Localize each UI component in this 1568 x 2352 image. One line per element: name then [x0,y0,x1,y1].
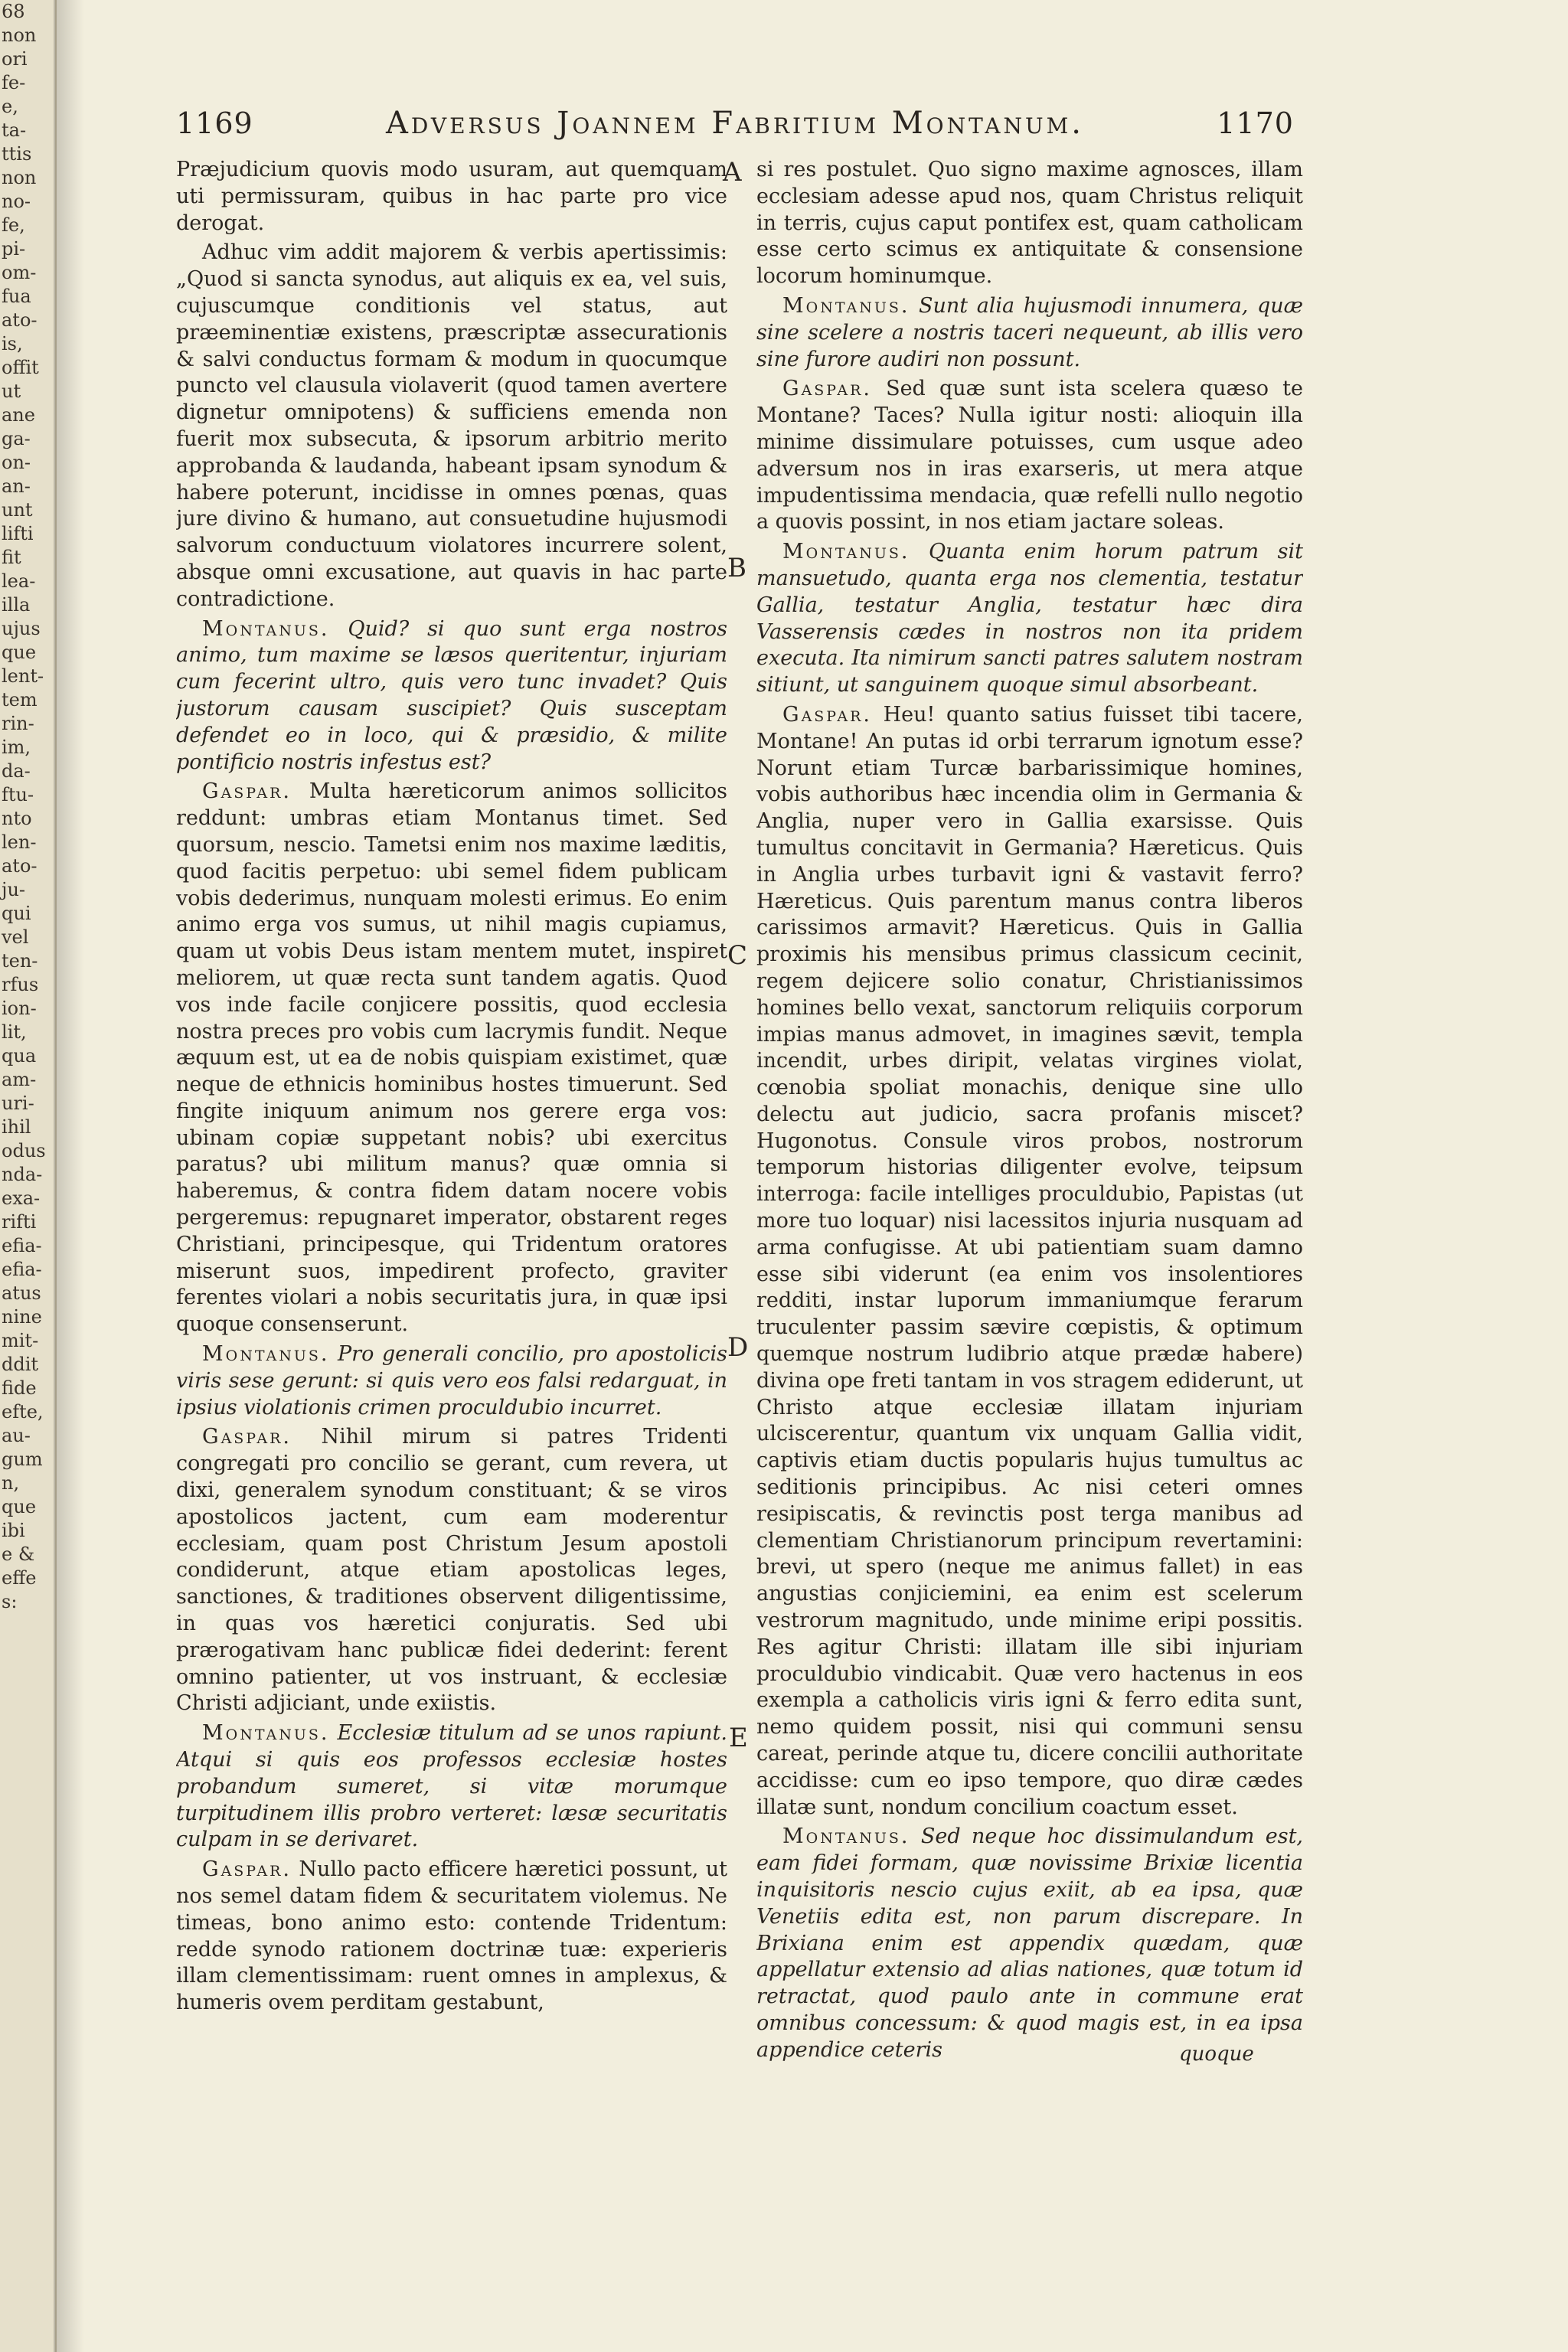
facing-page-fragment: au- [2,1425,31,1446]
facing-page-fragment: im, [2,737,31,758]
speaker-name: Gaspar. [202,1425,292,1449]
facing-page-fragment: ane [2,404,35,426]
paragraph-text: Sed neque hoc dissimulandum est, eam fidei formam, quæ novissime Brixiæ licentia inquisitoris nescio cujus exiit, ab ea ipsa, quæ Venetiis edita est, non parum discrepare. In Brixiana enim est appendix quædam, quæ appellatur extensio ad alias nationes, quæ totum id retractat, quod paulo ante in commune erat omnibus concessum: & quod magis est, in ea ipsa appendice ceteris [756,1824,1303,2062]
paragraph-text: Adhuc vim addit majorem & verbis apertissimis: „Quod si sancta synodus, aut aliquis ex ea, vel suis, cujuscumque conditionis vel status, aut præeminentiæ existens, præscriptæ assecurationis & salvi conductus formam & modum in quocumque puncto vel clausula violaverit (quod tamen avertere dignetur omnipotens) & sufficiens emenda non fuerit mox subsecuta, & ipsorum arbitrio merito approbanda & laudanda, habeant ipsam synodum & habere poterunt, incidisse in omnes pœnas, quas jure divino & humano, aut consuetudine hujusmodi salvorum conductuum violatores incurrere solent, absque omni excusatione, aut quavis in hac parte contradictione. [176,240,727,611]
paragraph [176,779,727,1338]
facing-page-fragment: exa- [2,1187,41,1209]
section-marker-a: A [723,157,742,188]
facing-page-fragment: is, [2,333,23,354]
facing-page-fragment: fide [2,1377,37,1399]
speaker-name: Montanus. [202,1721,330,1746]
paragraph [176,157,727,237]
paragraph-text: Sunt alia hujusmodi innumera, quæ sine scelere a nostris taceri nequeunt, ab illis vero sine furore audiri non possunt. [756,293,1303,371]
section-marker-b: B [727,553,746,583]
facing-page-fragment: illa [2,594,31,616]
paragraph [756,702,1303,1821]
paragraph-text: Quanta enim horum patrum sit mansuetudo, quanta erga nos clementia, testatur Gallia, testatur Anglia, testatur hæc dira Vasserensis cædes in nostros non ita pridem executa. Ita nimirum sancti patres salutem nostram sitiunt, ut sanguinem quoque simul absorbeant. [756,540,1303,697]
facing-page-fragment: ion- [2,998,37,1019]
paragraph-text: Multa hæreticorum animos sollicitos reddunt: umbras etiam Montanus timet. Sed quorsum, nescio. Tametsi enim nos maxime læditis, quod facitis perpetuo: ubi semel fidem publicam vobis dederimus, nunquam molesti erimus. Eo enim animo erga vos sumus, ut nihil magis cupiamus, quam ut vobis Deus istam mentem mutet, inspiret meliorem, ut quæ recta sunt tandem agatis. Quod vos inde facile conjicere possitis, quod ecclesia nostra preces pro vobis cum lacrymis fundit. Neque æquum est, ut ea de nobis quispiam existimet, quæ neque de ethnicis hominibus hostes timuerunt. Sed fingite iniquum animum nos gerere erga vos: ubinam copiæ suppetant nobis? ubi exercitus paratus? ubi militum manus? quæ omnia si haberemus, & contra fidem datam nocere vobis pergeremus: repugnaret imperator, obstarent reges Christiani, principesque, qui Tridentum oratores miserunt suos, impedirent profecto, graviter ferentes violari a nobis securitatis jura, in quæ ipsi quoque consenserunt. [176,779,727,1337]
catchword: quoque [1179,2043,1254,2066]
speaker-name: Montanus. [202,1342,330,1367]
page-number-right: 1170 [1217,106,1294,140]
facing-page-fragment: ju- [2,879,26,900]
facing-page-fragment: rin- [2,713,34,734]
paragraph [176,1341,727,1421]
facing-page-fragment: gum [2,1449,43,1470]
facing-page-fragment: efte, [2,1401,44,1423]
right-column [756,157,1303,2148]
paragraph-text: Nihil mirum si patres Tridenti congregati pro concilio se gerant, cum revera, ut dixi, generalem synodum constituant; & se viros apostolicos jactent, cum eam moderentur ecclesiam, quam post Christum Jesum apostoli condiderunt, atque etiam apostolicas leges, sanctiones, & traditiones observent diligentissime, in quas vos hæretici conjuratis. Sed ubi prærogativam hanc publicæ fidei dederint: ferent omnino patienter, ut vos instruant, & ecclesiæ Christi adjiciant, unde exiistis. [176,1425,727,1716]
facing-page-fragment: lea- [2,570,36,592]
facing-page-edge [0,0,57,2352]
facing-page-fragment: rfus [2,974,39,995]
facing-page-fragment: ftu- [2,784,34,805]
facing-page-fragment: no- [2,191,31,212]
facing-page-fragment: qua [2,1045,37,1067]
facing-page-fragment: ddit [2,1354,39,1375]
section-marker-e: E [729,1723,748,1753]
paragraph [756,1824,1303,2063]
facing-page-fragment: e, [2,96,18,117]
paragraph-text: Heu! quanto satius fuisset tibi tacere, Montane! An putas id orbi terrarum ignotum esse? Norunt etiam Turcæ barbarissimique homines, vobis authoribus hæc incendia olim in Germania & Anglia, nuper vero in Gallia exarsisse. Quis tumultus concitavit in Germania? Hæreticus. Quis in Anglia urbes turbavit igni & vastavit ferro? Hæreticus. Quis parentum manus contra liberos carissimos armavit? Hæreticus. Quis in Gallia proximis his mensibus primus classicum cecinit, regem dejicere solio conatur, Christianissimos homines bello vexat, sanctorum reliquiis corporum impias manus admovet, in imagines sævit, templa incendit, urbes diripit, velatas virgines violat, cœnobia spoliat monachis, denique sine ullo delectu aut judicio, sacra profanis miscet? Hugonotus. Consule viros probos, nostrorum temporum historias diligenter evolve, teipsum interroga: facile intelliges proculdubio, Papistas (ut more tuo loquar) nisi lacessitos injuria nusquam ad arma confugisse. At ubi patientiam suam damno esse sibi viderunt (ea enim vos insolentiores redditi, instar luporum immaniumque ferarum truculenter passim sævire cœpistis, & optimum quemque nostrum ludibrio atque prædæ habere) divina ope freti tantam in vos stragem ediderunt, ut Christo atque ecclesiæ illatam injuriam ulciscerentur, quantum vix unquam Gallia vidit, captivis etiam ductis popularis hujus tumultus ac seditionis principibus. Ac nisi ceteri omnes resipiscatis, & revinctis post terga manibus ad clementiam Christianorum principum revertamini: brevi, ut spero (neque me animus fallet) in eas angustias conjiciemini, ea enim est scelerum vestrorum magnitudo, unde minime eripi possitis. Res agitur Christi: illatam ille sibi injuriam proculdubio vindicabit. Quæ vero hactenus in eos exempla a catholicis viris igni & ferro edita sunt, nemo quidem possit, nisi qui communi sensu careat, perinde atque tu, dicere concilii authoritate accidisse: cum eo ipso tempore, quo diræ cædes illatæ sunt, nondum concilium coactum esset. [756,702,1303,1819]
facing-page-fragment: 68 [2,1,25,22]
paragraph-text: si res postulet. Quo signo maxime agnosces, illam ecclesiam adesse apud nos, quam Christus reliquit in terris, cujus caput pontifex est, quam catholicam esse certo scimus ex antiquitate & consensione locorum hominumque. [756,158,1303,289]
paragraph [176,1720,727,1854]
paragraph [756,157,1303,290]
speaker-name: Gaspar. [202,779,292,804]
facing-page-fragment: s: [2,1591,18,1612]
facing-page-fragment: lifti [2,523,34,544]
facing-page-fragment: uri- [2,1093,34,1114]
facing-page-fragment: ujus [2,618,41,639]
facing-page-fragment: e & [2,1544,35,1565]
facing-page-fragment: ibi [2,1520,25,1541]
speaker-name: Montanus. [202,616,330,641]
speaker-name: Montanus. [782,1824,910,1849]
speaker-name: Gaspar. [202,1857,292,1882]
paragraph [176,1424,727,1717]
facing-page-fragment: que [2,1496,37,1517]
facing-page-fragment: am- [2,1069,37,1090]
facing-page-fragment: offit [2,357,39,378]
gutter-shadow [54,0,84,2352]
paragraph [756,293,1303,373]
facing-page-fragment: ta- [2,119,27,141]
facing-page-fragment: ten- [2,950,38,972]
page-number-left: 1169 [176,106,253,140]
running-title: Adversus Joannem Fabritium Montanum. [386,106,1084,141]
facing-page-fragment: ato- [2,309,38,331]
facing-page-fragment: ut [2,381,21,402]
facing-page-fragment: lent- [2,665,44,687]
facing-page-fragment: effe [2,1567,37,1589]
paragraph [756,539,1303,699]
facing-page-fragment: an- [2,475,31,497]
speaker-name: Montanus. [782,540,910,564]
facing-page-fragment: nda- [2,1164,43,1185]
facing-page-fragment: mit- [2,1330,39,1351]
paragraph-text: Nullo pacto efficere hæretici possunt, ut nos semel datam fidem & securitatem violemus. Ne timeas, bono animo esto: contende Tridentum: redde synodo rationem doctrinæ tuæ: experieris illam clementissimam: ruent omnes in amplexus, & humeris ovem perditam gestabunt, [176,1857,727,2015]
facing-page-fragment: rifti [2,1211,37,1233]
facing-page-fragment: odus [2,1140,46,1161]
paragraph [176,616,727,776]
facing-page-fragment: efia- [2,1259,42,1280]
facing-page-fragment: fe- [2,72,26,93]
facing-page-fragment: nine [2,1306,42,1328]
facing-page-fragment: ga- [2,428,31,449]
facing-page-fragment: vel [2,926,29,948]
facing-page-fragment: da- [2,760,31,782]
facing-page-fragment: atus [2,1282,41,1304]
facing-page-fragment: nto [2,808,32,829]
facing-page-fragment: len- [2,831,37,853]
paragraph-text: Quid? si quo sunt erga nostros animo, tum maxime se læsos queritentur, injuriam cum fecerint ultro, quis vero tunc invadet? Quis justorum causam suscipiet? Quis susceptam defendet eo in loco, qui & præsidio, & milite pontificio nostris infestus est? [176,616,727,774]
paragraph [756,376,1303,536]
speaker-name: Gaspar. [782,702,872,727]
facing-page-fragment: lit, [2,1021,27,1043]
paragraph-text: Ecclesiæ titulum ad se unos rapiunt. Atqui si quis eos professos ecclesiæ hostes probandum sumeret, si vitæ morumque turpitudinem illis probro verteret: læsæ securitatis culpam in se derivaret. [176,1721,727,1852]
facing-page-fragment: unt [2,499,33,521]
paragraph [176,240,727,612]
facing-page-fragment: n, [2,1472,20,1494]
speaker-name: Montanus. [782,293,910,318]
facing-page-fragment: qui [2,903,31,924]
running-header [176,106,1294,152]
facing-page-fragment: ihil [2,1116,31,1138]
left-column [176,157,727,2148]
facing-page-fragment: que [2,642,37,663]
facing-page-fragment: ori [2,48,28,70]
speaker-name: Gaspar. [782,377,872,401]
facing-page-fragment: non [2,167,37,188]
paragraph-text: Pro generali concilio, pro apostolicis viris sese gerunt: si quis vero eos falsi redarguat, in ipsius violationis crimen proculdubio incurret. [176,1342,727,1419]
facing-page-fragment: fua [2,286,31,307]
facing-page-fragment: tem [2,689,38,710]
paragraph-text: Sed quæ sunt ista scelera quæso te Montane? Taces? Nulla igitur nosti: alioquin illa minime dissimulare potuisses, cum usque adeo adversum nos in iras exarseris, ut mera atque impudentissima mendacia, quæ refelli nullo negotio a quovis possint, in nos etiam jactare soleas. [756,377,1303,534]
facing-page-fragment: ttis [2,143,32,165]
section-marker-c: C [727,940,748,971]
facing-page-fragment: pi- [2,238,26,260]
facing-page-fragment: on- [2,452,31,473]
facing-page-fragment: fit [2,547,21,568]
facing-page-fragment: om- [2,262,37,283]
paragraph-text: Præjudicium quovis modo usuram, aut quemquam uti permissuram, quibus in hac parte pro vice derogat. [176,158,727,235]
facing-page-fragment: efia- [2,1235,42,1256]
paragraph [176,1857,727,2017]
facing-page-fragment: ato- [2,855,38,877]
facing-page-fragment: non [2,24,37,46]
facing-page-fragment: fe, [2,214,25,236]
section-marker-d: D [727,1332,749,1363]
